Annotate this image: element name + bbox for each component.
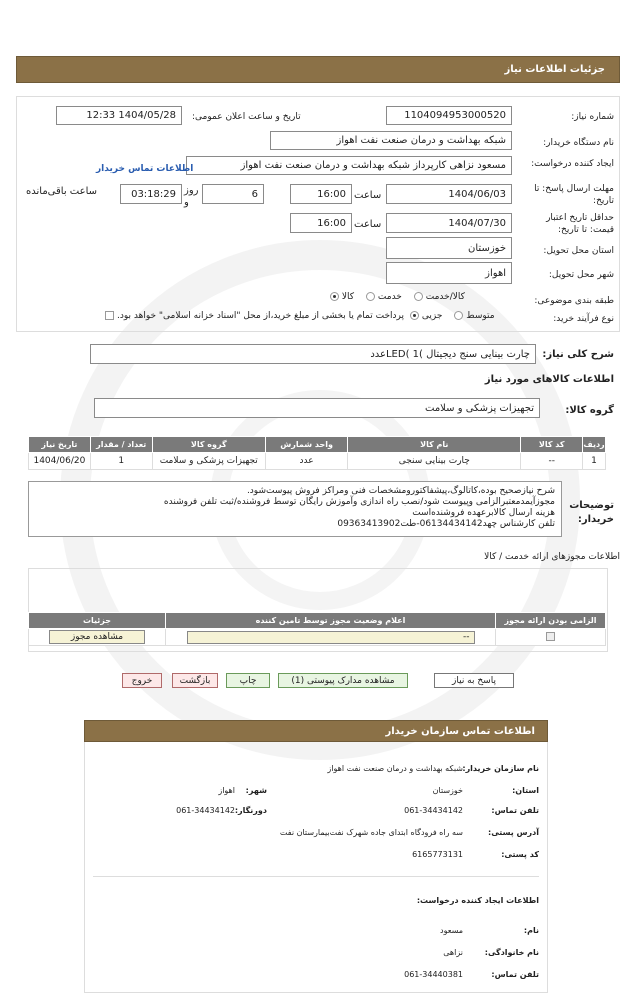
treasury-checkbox[interactable]	[105, 311, 114, 320]
contact-panel: نام سازمان خریدار: شبکه بهداشت و درمان صنعت نفت اهواز استان: خوزستان شهر: اهواز تلفن تماس: 061-34434142 دورنگار: 061-34434142 آدرس پستی: سه راه فرودگاه ابتدای جاده شهرک نفت‌بیمارستان نفت کد پستی: 6165773131 اطلاعات ایجاد کننده درخواست: نام: مسعود نام خانوادگی: نزاهی تلفن تماس: 061-34440381	[84, 742, 548, 993]
view-permit-button[interactable]: مشاهده مجوز	[49, 630, 145, 644]
page-header	[16, 56, 620, 83]
and-label: و	[184, 197, 189, 208]
col-group: گروه کالا	[152, 437, 265, 453]
contact-header	[84, 720, 548, 742]
summary-label: شرح کلی نیاز:	[542, 349, 614, 360]
requester-field: مسعود نزاهی کارپرداز شبکه بهداشت و درمان صنعت نفت اهواز	[186, 156, 512, 175]
contact-fax: 061-34434142	[176, 806, 235, 815]
reply-time-remaining: 03:18:29	[120, 184, 182, 204]
contact-phone: 061-34434142	[404, 806, 463, 815]
need-number-label: شماره نیاز:	[571, 112, 614, 122]
permits-title: اطلاعات مجوزهای ارائه خدمت / کالا	[484, 552, 620, 562]
province-label: استان محل تحویل:	[543, 246, 614, 256]
process-radio-group	[410, 311, 520, 321]
category-label: طبقه بندی موضوعی:	[534, 296, 614, 306]
col-status: اعلام وضعیت مجوز توسط تامین کننده	[166, 613, 496, 629]
permits-table	[28, 612, 606, 646]
buyer-org-label: نام دستگاه خریدار:	[543, 138, 614, 148]
col-unit: واحد شمارش	[265, 437, 347, 453]
col-name: نام کالا	[348, 437, 521, 453]
print-button[interactable]: چاپ	[226, 673, 270, 688]
col-row: ردیف	[583, 437, 606, 453]
reply-deadline-date: 1404/06/03	[386, 184, 512, 204]
permit-status-field: --	[187, 631, 475, 644]
col-date: تاریخ نیاز	[29, 437, 91, 453]
price-validity-date: 1404/07/30	[386, 213, 512, 233]
view-documents-button[interactable]: مشاهده مدارک پیوستی (1)	[278, 673, 408, 688]
contact-postal: 6165773131	[412, 850, 463, 859]
goods-group-field: تجهیزات پزشکی و سلامت	[94, 398, 540, 418]
city-label: شهر محل تحویل:	[548, 270, 614, 280]
reply-deadline-label: مهلت ارسال پاسخ: تا تاریخ:	[534, 184, 614, 206]
radio-selected-icon	[330, 292, 339, 301]
creator-name: مسعود	[440, 926, 463, 935]
col-required: الزامی بودن ارائه مجوز	[496, 613, 606, 629]
col-qty: تعداد / مقدار	[90, 437, 152, 453]
need-number-field: 1104094953000520	[386, 106, 512, 125]
radio-icon	[414, 292, 423, 301]
goods-table	[28, 436, 606, 470]
time-remaining-label: ساعت باقی‌مانده	[26, 186, 98, 197]
buyer-org-field: شبکه بهداشت و درمان صنعت نفت اهواز	[270, 131, 512, 150]
goods-info-title: اطلاعات کالاهای مورد نیاز	[484, 374, 614, 385]
category-option-goods-services[interactable]: کالا/خدمت	[414, 292, 465, 302]
permit-required-checkbox	[546, 632, 555, 641]
announce-datetime-field: 1404/05/28 12:33	[56, 106, 182, 125]
process-option-medium[interactable]: متوسط	[454, 311, 494, 321]
city-field: اهواز	[386, 262, 512, 284]
goods-table-header	[29, 437, 606, 453]
category-option-services[interactable]: خدمت	[366, 292, 402, 302]
col-code: کد کالا	[521, 437, 583, 453]
category-option-goods[interactable]: کالا	[330, 292, 354, 302]
reply-deadline-time: 16:00	[290, 184, 352, 204]
buyer-notes-box: شرح نیازصحیح بوده،کاتالوگ،پیشفاکتورومشخصات فنی ومراکز فروش پیوست‌شود. مجوزآیمدمعتبرالزامی وپیوست شود/نصب راه اندازی وآموزش رایگان توسط فروشنده/ثبت تلفن فروشنده هزینه ارسال کالابرعهده فروشنده‌است تلفن کارشناس چهد06134434142-طت09363413902	[28, 481, 562, 537]
price-time-label: ساعت	[354, 219, 382, 230]
process-option-minor[interactable]: جزیی	[410, 311, 442, 321]
creator-phone: 061-34440381	[404, 970, 463, 979]
creator-title: اطلاعات ایجاد کننده درخواست:	[416, 896, 539, 905]
contact-divider	[93, 876, 539, 877]
back-button[interactable]: بازگشت	[172, 673, 218, 688]
treasury-note: پرداخت تمام یا بخشی از مبلغ خرید،از محل "اسناد خزانه اسلامی" خواهد بود.	[36, 311, 404, 321]
table-row: 1 -- چارت بینایی سنجی عدد تجهیزات پزشکی و سلامت 1 1404/06/20	[29, 453, 606, 470]
radio-selected-icon	[410, 311, 419, 320]
contact-city: اهواز	[218, 786, 235, 795]
exit-button[interactable]: خروج	[122, 673, 162, 688]
col-details: جزئیات	[29, 613, 166, 629]
price-validity-label: حداقل تاریخ اعتبار قیمت: تا تاریخ:	[546, 213, 614, 235]
buyer-notes-label: توضیحات خریدار:	[569, 500, 614, 525]
contact-org: شبکه بهداشت و درمان صنعت نفت اهواز	[327, 764, 463, 773]
contact-title: اطلاعات تماس سازمان خریدار	[385, 726, 535, 737]
radio-icon	[454, 311, 463, 320]
province-field: خوزستان	[386, 237, 512, 259]
buyer-contact-link[interactable]: اطلاعات تماس خریدار	[96, 164, 194, 174]
contact-address: سه راه فرودگاه ابتدای جاده شهرک نفت‌بیمارستان نفت	[279, 828, 463, 837]
price-validity-time: 16:00	[290, 213, 352, 233]
radio-icon	[366, 292, 375, 301]
table-row	[29, 629, 606, 646]
requester-label: ایجاد کننده درخواست:	[531, 159, 614, 169]
days-label: روز	[184, 185, 199, 196]
process-label: نوع فرآیند خرید:	[553, 314, 614, 324]
summary-field: چارت بینایی سنج دیجیتال )LED( 1عدد	[90, 344, 536, 364]
contact-province: خوزستان	[432, 786, 463, 795]
creator-family: نزاهی	[443, 948, 463, 957]
goods-group-label: گروه کالا:	[565, 405, 614, 416]
category-radio-group	[330, 292, 510, 302]
page-title: جزئیات اطلاعات نیاز	[504, 64, 605, 75]
reply-button[interactable]: پاسخ به نیاز	[434, 673, 514, 688]
reply-time-label: ساعت	[354, 190, 382, 201]
reply-days-remaining: 6	[202, 184, 264, 204]
announce-datetime-label: تاریخ و ساعت اعلان عمومی:	[192, 112, 301, 122]
